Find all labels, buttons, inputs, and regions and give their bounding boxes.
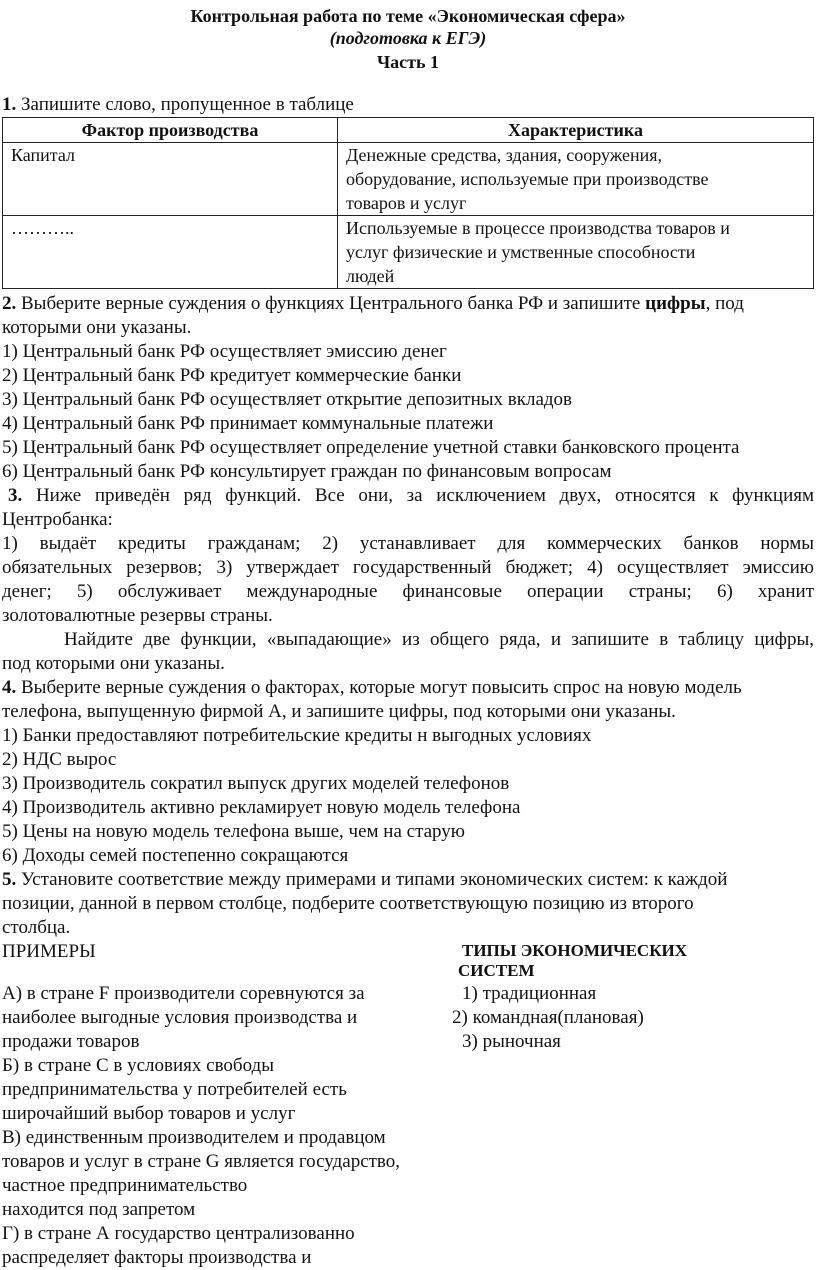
example-line: предпринимательства у потребителей есть bbox=[2, 1079, 347, 1100]
task3-line: под которыми они указаны. bbox=[2, 653, 225, 674]
list-item: 3) Центральный банк РФ осуществляет открытие депозитных вкладов bbox=[2, 389, 573, 410]
table-header-factor: Фактор производства bbox=[3, 118, 338, 143]
characteristic-line: товаров и услуг bbox=[346, 193, 467, 213]
task4-text: Выберите верные суждения о факторах, которые могут повысить спрос на новую модель bbox=[16, 677, 742, 698]
characteristic-line: Используемые в процессе производства товаров и bbox=[346, 218, 730, 238]
example-line: Г) в стране А государство централизованно bbox=[2, 1223, 355, 1244]
list-item: 6) Доходы семей постепенно сокращаются bbox=[2, 845, 349, 866]
example-line: товаров и услуг в стране G является государство, bbox=[2, 1151, 401, 1172]
example-line: наиболее выгодные условия производства и bbox=[2, 1007, 358, 1028]
example-line: распределяет факторы производства и bbox=[2, 1247, 312, 1268]
task4-number: 4. bbox=[2, 677, 17, 698]
task3-line: Центробанка: bbox=[2, 509, 113, 530]
task1-text: Запишите слово, пропущенное в таблице bbox=[16, 94, 354, 115]
table-header-characteristic: Характеристика bbox=[338, 118, 814, 143]
list-item: 1) Центральный банк РФ осуществляет эмиссию денег bbox=[2, 341, 447, 362]
example-line: широчайший выбор товаров и услуг bbox=[2, 1103, 296, 1124]
list-item: 5) Цены на новую модель телефона выше, чем на старую bbox=[2, 821, 465, 842]
type-option: 1) традиционная bbox=[462, 983, 597, 1004]
task2-number: 2. bbox=[2, 293, 17, 314]
task1-prompt bbox=[2, 93, 354, 117]
task3-line: золотовалютные резервы страны. bbox=[2, 605, 273, 626]
characteristic-line: Денежные средства, здания, сооружения, bbox=[346, 145, 662, 165]
characteristic-line: услуг физические и умственные способности bbox=[346, 242, 696, 262]
table-row bbox=[3, 216, 814, 289]
task5-prompt-line3: столбца. bbox=[2, 917, 71, 938]
task2-text-end: , под bbox=[705, 293, 744, 314]
table-row bbox=[3, 143, 814, 216]
table-cell-factor-blank: ……….. bbox=[3, 216, 338, 289]
list-item: 3) Производитель сократил выпуск других моделей телефонов bbox=[2, 773, 510, 794]
list-item: 5) Центральный банк РФ осуществляет определение учетной ставки банковского процента bbox=[2, 437, 740, 458]
list-item: 4) Центральный банк РФ принимает коммунальные платежи bbox=[2, 413, 494, 434]
task2-prompt bbox=[2, 292, 744, 316]
type-option: 2) командная(плановая) bbox=[452, 1007, 644, 1028]
page-subtitle: (подготовка к ЕГЭ) bbox=[329, 28, 487, 48]
example-line: Б) в стране С в условиях свободы bbox=[2, 1055, 274, 1076]
task5-prompt bbox=[2, 868, 727, 892]
task3-line: 1) выдаёт кредиты гражданам; 2) устанавливает для коммерческих банков нормы bbox=[2, 533, 814, 554]
task2-prompt-line2: которыми они указаны. bbox=[2, 317, 192, 338]
example-line: частное предпринимательство bbox=[2, 1175, 248, 1196]
task3-line: обязательных резервов; 3) утверждает государственный бюджет; 4) осуществляет эмиссию bbox=[2, 557, 814, 578]
list-item: 2) Центральный банк РФ кредитует коммерческие банки bbox=[2, 365, 462, 386]
task3-line: Найдите две функции, «выпадающие» из общего ряда, и запишите в таблицу цифры, bbox=[64, 629, 814, 650]
task3-prompt bbox=[2, 484, 814, 508]
page-title: Контрольная работа по теме «Экономическая сфера» bbox=[190, 6, 626, 26]
example-line: В) единственным производителем и продавцом bbox=[2, 1127, 386, 1148]
type-option: 3) рыночная bbox=[462, 1031, 561, 1052]
task4-prompt bbox=[2, 676, 742, 700]
factors-table bbox=[2, 117, 814, 289]
list-item: 1) Банки предоставляют потребительские кредиты н выгодных условиях bbox=[2, 725, 592, 746]
example-line: продажи товаров bbox=[2, 1031, 140, 1052]
task5-number: 5. bbox=[2, 869, 17, 890]
part-title: Часть 1 bbox=[376, 52, 440, 72]
table-cell-factor: Капитал bbox=[3, 143, 338, 216]
list-item: 6) Центральный банк РФ консультирует граждан по финансовым вопросам bbox=[2, 461, 612, 482]
task3-text: Ниже приведён ряд функций. Все они, за исключением двух, относятся к функциям bbox=[22, 485, 814, 506]
table-header-row bbox=[3, 118, 814, 143]
task4-prompt-line2: телефона, выпущенную фирмой А, и запишите цифры, под которыми они указаны. bbox=[2, 701, 676, 722]
characteristic-line: людей bbox=[346, 266, 395, 286]
example-line: находится под запретом bbox=[2, 1199, 196, 1220]
list-item: 2) НДС вырос bbox=[2, 749, 117, 770]
table-cell-characteristic bbox=[338, 216, 814, 289]
task3-number: 3. bbox=[8, 485, 23, 506]
example-line: А) в стране F производители соревнуются за bbox=[2, 983, 365, 1004]
task2-bold-word: цифры bbox=[645, 293, 706, 314]
characteristic-line: оборудование, используемые при производстве bbox=[346, 169, 709, 189]
task2-text: Выберите верные суждения о функциях Центрального банка РФ и запишите bbox=[16, 293, 646, 314]
task3-line: денег; 5) обслуживает международные финансовые операции страны; 6) хранит bbox=[2, 581, 814, 602]
task5-text: Установите соответствие между примерами и типами экономических систем: к каждой bbox=[16, 869, 728, 890]
task1-number: 1. bbox=[2, 94, 17, 115]
task5-prompt-line2: позиции, данной в первом столбце, подберите соответствующую позицию из второго bbox=[2, 893, 694, 914]
types-header: ТИПЫ ЭКОНОМИЧЕСКИХ bbox=[462, 941, 688, 960]
list-item: 4) Производитель активно рекламирует новую модель телефона bbox=[2, 797, 521, 818]
examples-header: ПРИМЕРЫ bbox=[2, 941, 96, 962]
types-header-line2: СИСТЕМ bbox=[458, 961, 535, 980]
table-cell-characteristic bbox=[338, 143, 814, 216]
